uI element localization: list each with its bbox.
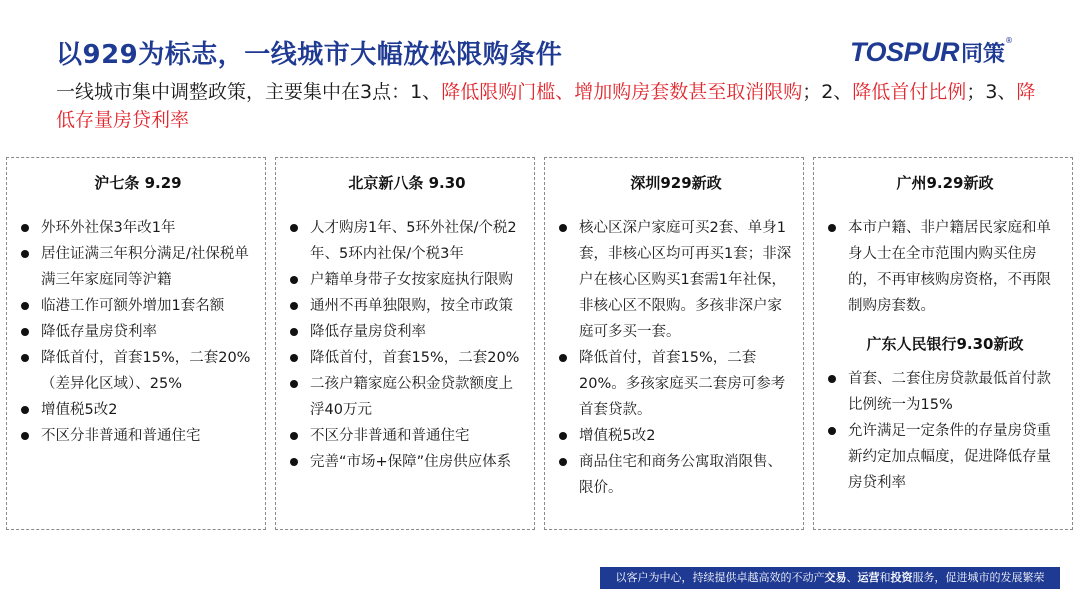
bullet-icon xyxy=(290,380,298,388)
list-item-text: 降低存量房贷利率 xyxy=(310,324,426,340)
footer-text: 和 xyxy=(879,571,891,584)
bullet-icon xyxy=(290,432,298,440)
intro-paragraph xyxy=(56,78,1046,134)
list-item xyxy=(288,371,526,423)
list-item xyxy=(19,293,257,319)
policy-list xyxy=(19,215,257,449)
bullet-icon xyxy=(290,354,298,362)
list-item-text: 二孩户籍家庭公积金贷款额度上浮40万元 xyxy=(310,376,513,418)
list-item-text: 增值税5改2 xyxy=(579,428,656,444)
registered-mark: ® xyxy=(1005,36,1014,45)
footer-banner xyxy=(600,567,1060,589)
list-item xyxy=(19,215,257,241)
policy-card-beijing xyxy=(275,157,535,530)
policy-list xyxy=(826,366,1064,496)
list-item-text: 外环外社保3年改1年 xyxy=(41,220,176,236)
card-subtitle: 广东人民银行9.30新政 xyxy=(866,335,1024,353)
bullet-icon xyxy=(290,328,298,336)
list-item-text: 增值税5改2 xyxy=(41,402,118,418)
list-item xyxy=(557,449,795,501)
bullet-icon xyxy=(828,427,836,435)
list-item-text: 核心区深户家庭可买2套、单身1套，非核心区均可再买1套；非深户在核心区购买1套需1年社保，非核心区不限购。多孩非深户家庭可多买一套。 xyxy=(579,220,792,340)
intro-highlight-2: 降低首付比例 xyxy=(852,81,967,103)
page-title: 以929为标志，一线城市大幅放松限购条件 xyxy=(56,40,563,70)
list-item-text: 商品住宅和商务公寓取消限售、限价。 xyxy=(579,454,782,496)
list-item xyxy=(826,366,1064,418)
list-item-text: 通州不再单独限购，按全市政策 xyxy=(310,298,513,314)
bullet-icon xyxy=(290,302,298,310)
policy-list xyxy=(826,215,1064,319)
bullet-icon xyxy=(290,458,298,466)
footer-text: 、 xyxy=(846,571,858,584)
bullet-icon xyxy=(559,458,567,466)
list-item xyxy=(557,345,795,423)
list-item xyxy=(826,215,1064,319)
policy-list xyxy=(557,215,795,501)
bullet-icon xyxy=(559,224,567,232)
bullet-icon xyxy=(21,250,29,258)
list-item-text: 降低首付，首套15%，二套20% xyxy=(310,350,520,366)
list-item xyxy=(19,423,257,449)
list-item-text: 首套、二套住房贷款最低首付款比例统一为15% xyxy=(848,371,1051,413)
policy-card-guangzhou xyxy=(813,157,1073,530)
card-title: 深圳929新政 xyxy=(630,174,722,192)
bullet-icon xyxy=(21,406,29,414)
list-item xyxy=(288,423,526,449)
intro-highlight-3: 降低存量房贷利率 xyxy=(56,81,1036,131)
card-title: 广州9.29新政 xyxy=(896,174,994,192)
footer-text: 服务，促进城市的发展繁荣 xyxy=(912,571,1045,584)
list-item xyxy=(288,449,526,475)
list-item xyxy=(288,293,526,319)
intro-text: ；3、 xyxy=(966,81,1017,103)
list-item-text: 临港工作可额外增加1套名额 xyxy=(41,298,225,314)
bullet-icon xyxy=(828,224,836,232)
bullet-icon xyxy=(290,276,298,284)
list-item xyxy=(557,423,795,449)
list-item-text: 降低首付，首套15%，二套20%。多孩家庭买二套房可参考首套贷款。 xyxy=(579,350,786,418)
list-item-text: 人才购房1年、5环外社保/个税2年、5环内社保/个税3年 xyxy=(310,220,517,262)
list-item xyxy=(826,418,1064,496)
footer-text: 以客户为中心，持续提供卓越高效的不动产 xyxy=(615,571,825,584)
card-title: 北京新八条 9.30 xyxy=(348,174,466,192)
list-item xyxy=(288,215,526,267)
bullet-icon xyxy=(290,224,298,232)
intro-text: ；2、 xyxy=(802,81,853,103)
list-item xyxy=(288,267,526,293)
list-item-text: 降低首付，首套15%，二套20%（差异化区域）、25% xyxy=(41,350,251,392)
list-item-text: 不区分非普通和普通住宅 xyxy=(310,428,470,444)
list-item xyxy=(288,319,526,345)
footer-keyword: 投资 xyxy=(890,571,913,584)
list-item-text: 允许满足一定条件的存量房贷重新约定加点幅度，促进降低存量房贷利率 xyxy=(848,423,1051,491)
logo-text-cn: 同策 xyxy=(961,41,1006,67)
list-item xyxy=(19,319,257,345)
bullet-icon xyxy=(21,354,29,362)
list-item xyxy=(288,345,526,371)
list-item-text: 完善“市场+保障”住房供应体系 xyxy=(310,454,512,470)
bullet-icon xyxy=(828,375,836,383)
policy-card-shanghai xyxy=(6,157,266,530)
card-title: 沪七条 9.29 xyxy=(94,174,182,192)
tospur-logo xyxy=(850,34,1013,70)
policy-list xyxy=(288,215,526,475)
list-item-text: 户籍单身带子女按家庭执行限购 xyxy=(310,272,513,288)
bullet-icon xyxy=(21,224,29,232)
bullet-icon xyxy=(559,432,567,440)
list-item xyxy=(19,345,257,397)
list-item-text: 不区分非普通和普通住宅 xyxy=(41,428,201,444)
intro-text: 一线城市集中调整政策，主要集中在3点：1、 xyxy=(56,81,442,103)
footer-keyword: 运营 xyxy=(857,571,880,584)
footer-keyword: 交易 xyxy=(824,571,847,584)
bullet-icon xyxy=(559,354,567,362)
list-item-text: 本市户籍、非户籍居民家庭和单身人士在全市范围内购买住房的，不再审核购房资格，不再限制购房套数。 xyxy=(848,220,1051,314)
bullet-icon xyxy=(21,328,29,336)
list-item-text: 降低存量房贷利率 xyxy=(41,324,157,340)
policy-card-shenzhen xyxy=(544,157,804,530)
bullet-icon xyxy=(21,432,29,440)
list-item-text: 居住证满三年积分满足/社保税单满三年家庭同等沪籍 xyxy=(41,246,249,288)
list-item xyxy=(19,241,257,293)
intro-highlight-1: 降低限购门槛、增加购房套数甚至取消限购 xyxy=(441,81,803,103)
logo-text-en: TOSPUR xyxy=(850,36,960,67)
list-item xyxy=(557,215,795,345)
bullet-icon xyxy=(21,302,29,310)
list-item xyxy=(19,397,257,423)
